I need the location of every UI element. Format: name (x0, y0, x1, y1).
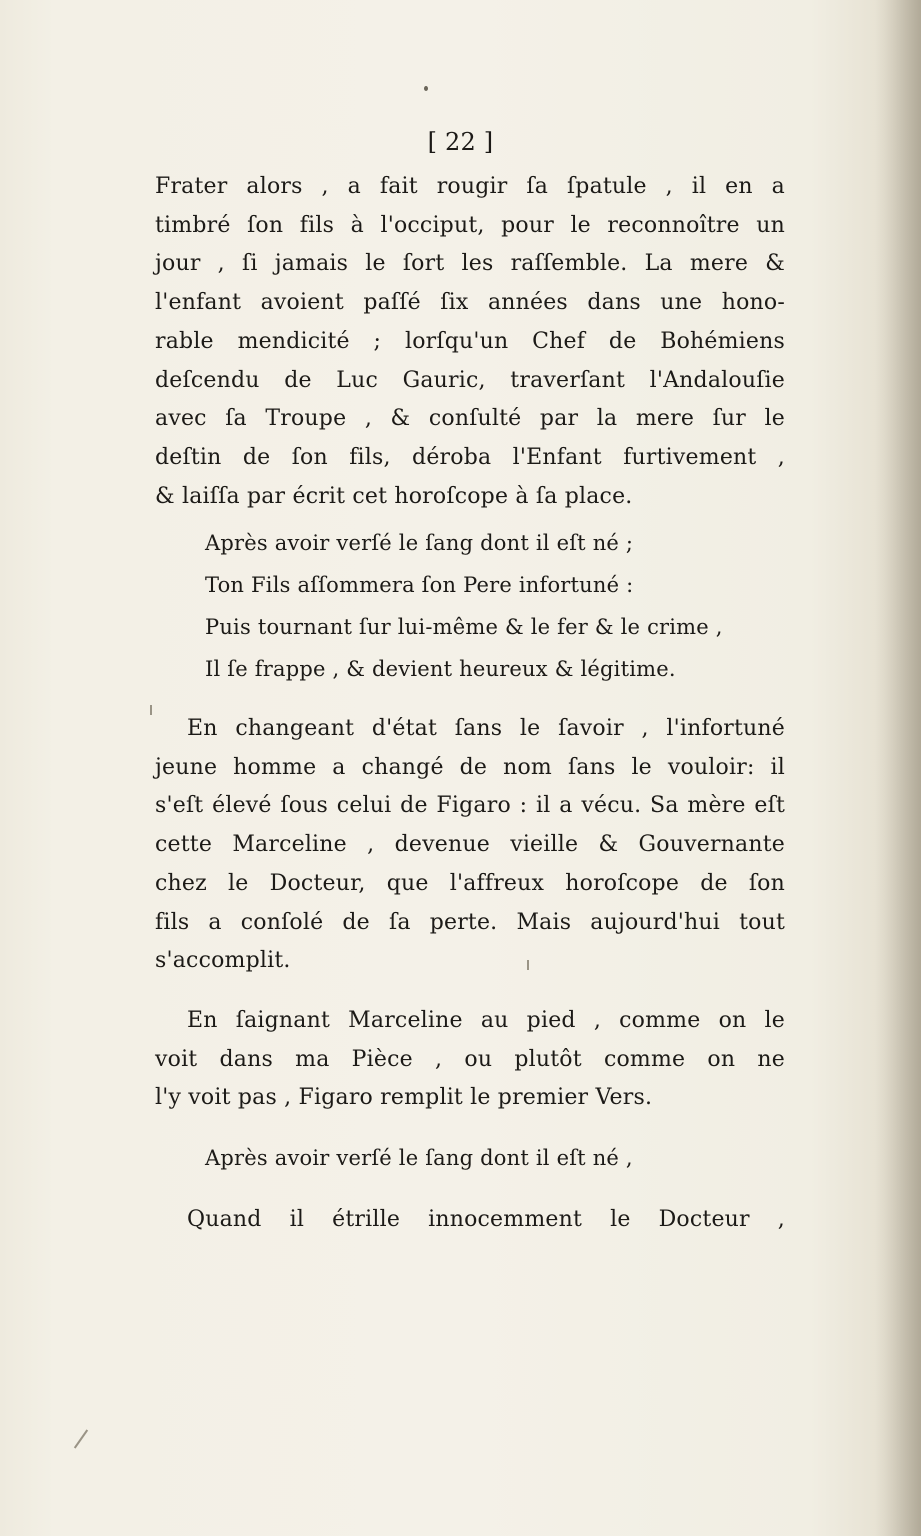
text-line: deſcendu de Luc Gauric, traverſant l'Andalouſie (155, 367, 785, 393)
page-edge-shadow (875, 0, 921, 1536)
paper-mark (150, 705, 152, 715)
text-line: timbré ſon fils à l'occiput, pour le reconnoître un (155, 212, 785, 238)
quoted-verse: Après avoir verſé le ſang dont il eſt né , (205, 1146, 633, 1170)
text-line: jeune homme a changé de nom ſans le vouloir: il (155, 754, 785, 780)
verse-line-1: Après avoir verſé le ſang dont il eſt né ; (205, 531, 634, 555)
verse-line-3: Puis tournant ſur lui-même & le fer & le crime , (205, 615, 723, 639)
text-line: avec ſa Troupe , & conſulté par la mere ſur le (155, 406, 785, 432)
text-line: chez le Docteur, que l'affreux horoſcope de ſon (155, 870, 785, 896)
verse-line-4: Il ſe frappe , & devient heureux & légitime. (205, 657, 676, 681)
text-line: Quand il étrille innocemment le Docteur , (187, 1207, 785, 1232)
text-line: s'accomplit. (155, 948, 291, 974)
text-line: s'eſt élevé ſous celui de Figaro : il a vécu. Sa mère eſt (155, 793, 785, 819)
text-line: Frater alors , a fait rougir ſa ſpatule , il en a (155, 174, 785, 199)
text-line: cette Marceline , devenue vieille & Gouvernante (155, 832, 785, 858)
verse-line-2: Ton Fils aſſommera ſon Pere infortuné : (205, 573, 634, 597)
paragraph-2 (155, 710, 785, 981)
text-line: voit dans ma Pièce , ou plutôt comme on ne (155, 1046, 785, 1072)
text-line: En ſaignant Marceline au pied , comme on le (187, 1008, 785, 1033)
paragraph-1 (155, 168, 785, 516)
text-line: deſtin de ſon fils, déroba l'Enfant furtivement , (155, 444, 785, 470)
text-line: & laiſſa par écrit cet horoſcope à ſa place. (155, 483, 633, 509)
paragraph-3 (155, 1002, 785, 1118)
paragraph-4 (155, 1201, 785, 1240)
text-line: rable mendicité ; lorſqu'un Chef de Bohémiens (155, 328, 785, 354)
text-line: l'enfant avoient paſſé ſix années dans une hono- (155, 290, 785, 316)
text-line: fils a conſolé de ſa perte. Mais aujourd'hui tout (155, 909, 785, 935)
text-line: En changeant d'état ſans le ſavoir , l'infortuné (187, 716, 785, 741)
text-line: l'y voit pas , Figaro remplit le premier Vers. (155, 1085, 653, 1111)
text-line: jour , ſi jamais le ſort les raſſemble. La mere & (155, 251, 785, 277)
ink-speck (424, 86, 428, 91)
paper-mark (74, 1429, 88, 1448)
page-number: [ 22 ] (427, 128, 494, 156)
